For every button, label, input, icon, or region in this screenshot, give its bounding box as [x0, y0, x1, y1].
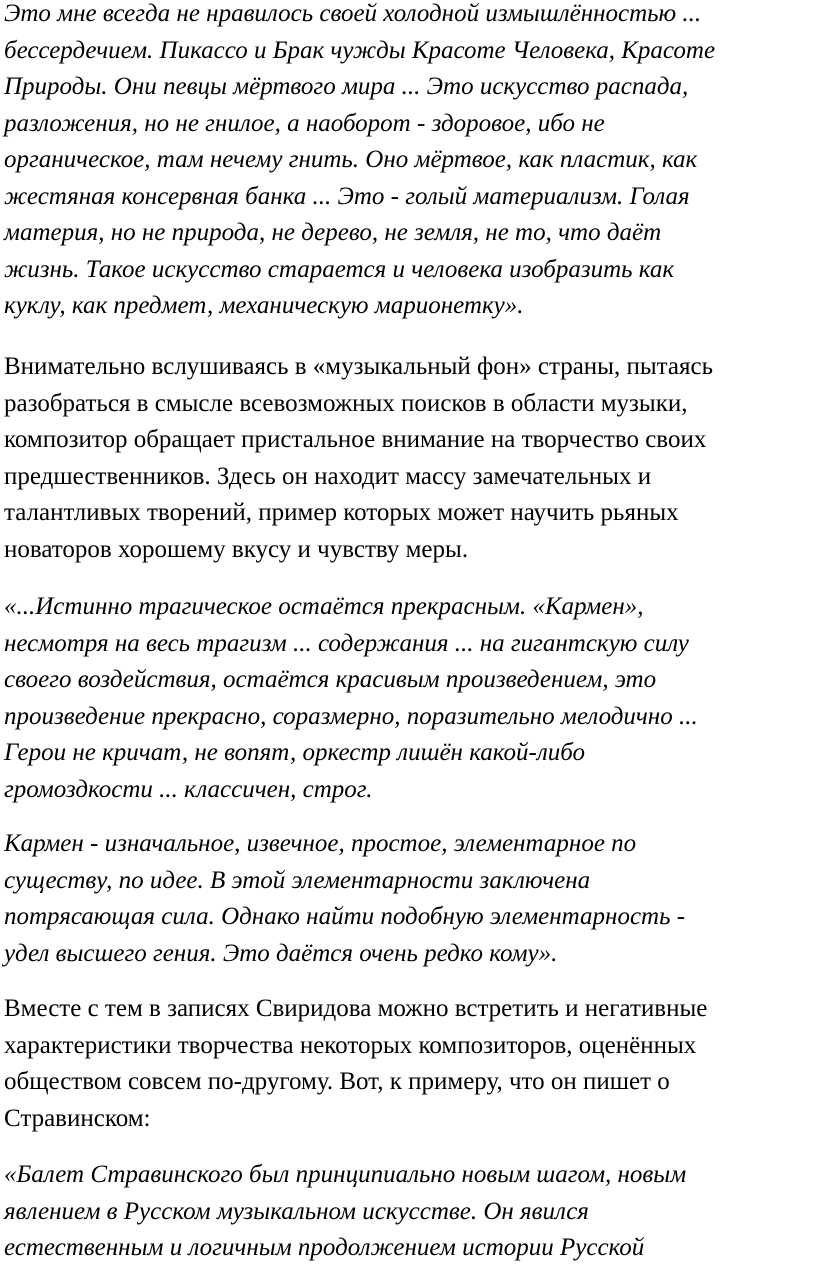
text-line: разобраться в смысле всевозможных поисков в области музыки, [4, 389, 688, 417]
text-line: «...Истинно трагическое остаётся прекрасным. «Кармен», [4, 593, 644, 620]
body-paragraph-stravinsky-intro [4, 991, 707, 1137]
text-line: талантливых творений, пример которых может научить рьяных [4, 499, 679, 526]
text-line: материя, но не природа, не дерево, не земля, не то, что даёт [4, 219, 662, 246]
body-paragraph-predecessors [4, 349, 713, 568]
text-line: жестяная консервная банка ... Это - голый материализм. Голая [4, 182, 690, 210]
quote-paragraph-elementary [4, 826, 685, 972]
text-line: обществом совсем по-другому. Вот, к примеру, что он пишет о [4, 1068, 670, 1095]
text-line: несмотря на весь трагизм ... содержания ... на гигантскую силу [4, 629, 689, 657]
text-line: естественным и логичным продолжением истории Русской [4, 1234, 645, 1261]
text-line: Стравинском: [4, 1104, 151, 1132]
quote-paragraph-ballet [4, 1157, 686, 1267]
text-line: бессердечием. Пикассо и Брак чужды Красоте Человека, Красоте [4, 36, 716, 64]
quote-paragraph-picasso [4, 0, 715, 325]
text-line: Это мне всегда не нравилось своей холодной измышлённостью ... [4, 0, 702, 27]
text-line: характеристики творчества некоторых композиторов, оценённых [4, 1031, 697, 1059]
text-line: Природы. Они певцы мёртвого мира ... Это искусство распада, [4, 73, 689, 100]
text-line: Герои не кричат, не вопят, оркестр лишён какой-либо [4, 739, 585, 766]
text-line: явлением в Русском музыкальном искусстве. Он явился [4, 1197, 589, 1225]
text-line: потрясающая сила. Однако найти подобную элементарность - [4, 903, 686, 930]
text-line: Кармен - изначальное, извечное, простое, элементарное по [4, 830, 637, 857]
text-line: произведение прекрасно, соразмерно, поразительно мелодично ... [4, 702, 698, 730]
text-line: разложения, но не гнилое, а наоборот - здоровое, ибо не [4, 109, 605, 137]
text-line: жизнь. Такое искусство старается и человека изобразить как [4, 255, 675, 283]
quote-paragraph-carmen [4, 589, 698, 808]
text-line: композитор обращает пристальное внимание на творчество своих [4, 426, 707, 453]
text-line: Внимательно вслушиваясь в «музыкальный фон» страны, пытаясь [4, 353, 713, 380]
text-line: органическое, там нечему гнить. Оно мёртвое, как пластик, как [4, 146, 698, 173]
text-line: новаторов хорошему вкусу и чувству меры. [4, 535, 469, 563]
text-line: куклу, как предмет, механическую марионетку». [4, 292, 524, 319]
text-line: «Балет Стравинского был принципиально новым шагом, новым [4, 1161, 687, 1188]
text-line: существу, по идее. В этой элементарности заключена [4, 866, 591, 894]
text-line: удел высшего гения. Это даётся очень редко кому». [4, 939, 558, 967]
text-line: своего воздействия, остаётся красивым произведением, это [4, 666, 657, 693]
text-line: громоздкости ... классичен, строг. [4, 775, 373, 803]
text-line: Вместе с тем в записях Свиридова можно встретить и негативные [4, 995, 708, 1022]
text-line: предшественников. Здесь он находит массу замечательных и [4, 462, 652, 490]
